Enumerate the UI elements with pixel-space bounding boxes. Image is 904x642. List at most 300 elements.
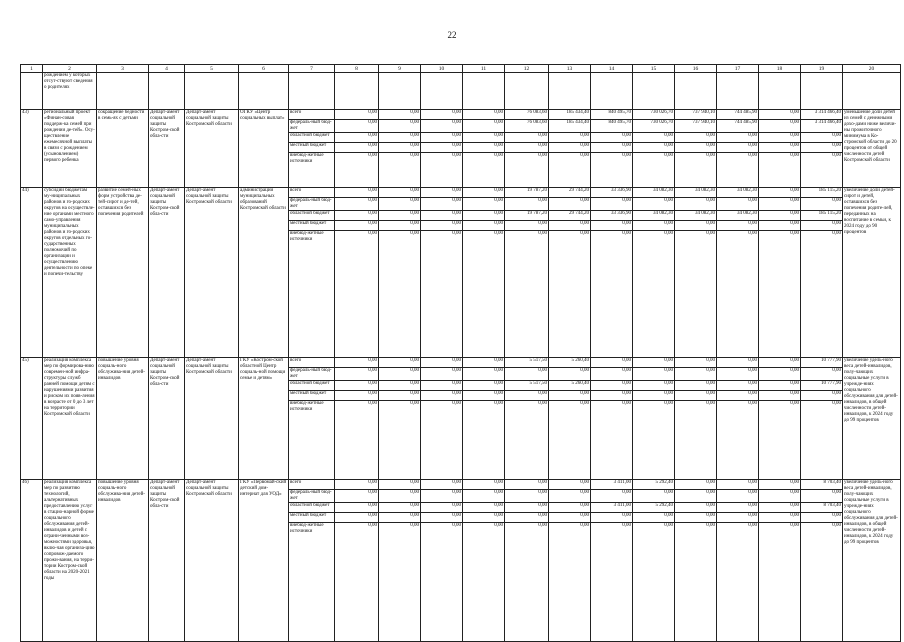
amount-cell: 0,00 bbox=[505, 490, 549, 503]
amount-cell: 0,00 bbox=[421, 381, 463, 391]
amount-cell: 185 434,40 bbox=[549, 110, 591, 120]
amount-cell: 0,00 bbox=[591, 358, 633, 368]
amount-cell: 0,00 bbox=[717, 381, 759, 391]
amount-cell: 0,00 bbox=[379, 358, 421, 368]
amount-cell: 0,00 bbox=[379, 368, 421, 381]
amount-cell: 0,00 bbox=[759, 231, 801, 358]
amount-cell: 0,00 bbox=[549, 143, 591, 153]
goal-text: повышение уровня социаль-ного обслужива-ния детей-инвалидов bbox=[97, 480, 149, 642]
amount-cell: 0,00 bbox=[463, 221, 505, 231]
amount-cell: 0,00 bbox=[717, 368, 759, 381]
executor-text: Департ-амент социальной защиты Костром-ской обла-сти bbox=[149, 110, 185, 188]
amount-cell: 0,00 bbox=[463, 513, 505, 523]
executor-text: Департ-амент социальной защиты Костром-ской обла-сти bbox=[149, 480, 185, 642]
result-text: увеличение удель-ного веса детей-инвалидов, полу-чающих социальные услуги в учрежде-ниях социального обслуживания для детей-инвалидов, в общей численности детей-инвалидов, к 2024 году до 99 процентов bbox=[843, 480, 901, 642]
amount-cell: 0,00 bbox=[421, 153, 463, 188]
amount-cell: 0,00 bbox=[549, 513, 591, 523]
amount-cell: 0,00 bbox=[505, 231, 549, 358]
amount-cell: 0,00 bbox=[549, 523, 591, 642]
funding-source: областной бюджет bbox=[289, 381, 335, 391]
amount-cell: 0,00 bbox=[717, 391, 759, 401]
amount-cell: 0,00 bbox=[463, 381, 505, 391]
amount-cell: 0,00 bbox=[591, 231, 633, 358]
amount-cell: 0,00 bbox=[675, 358, 717, 368]
amount-cell: 0,00 bbox=[801, 368, 843, 381]
executor-text: Департ-амент социальной защиты Костром-ской обла-сти bbox=[149, 358, 185, 480]
amount-cell: 0,00 bbox=[675, 153, 717, 188]
amount-cell: 0,00 bbox=[759, 358, 801, 368]
amount-cell: 33 336,90 bbox=[591, 211, 633, 221]
amount-cell: 0,00 bbox=[421, 133, 463, 143]
amount-cell: 34 082,30 bbox=[717, 211, 759, 221]
amount-cell: 0,00 bbox=[591, 401, 633, 480]
amount-cell: 0,00 bbox=[591, 153, 633, 188]
column-number-8: 8 bbox=[335, 65, 379, 73]
column-number-11: 11 bbox=[463, 65, 505, 73]
amount-cell: 0,00 bbox=[421, 523, 463, 642]
amount-cell: 0,00 bbox=[421, 188, 463, 198]
amount-cell: 0,00 bbox=[633, 153, 675, 188]
amount-cell: 0,00 bbox=[759, 480, 801, 490]
amount-cell: 0,00 bbox=[421, 513, 463, 523]
amount-cell: 737 940,10 bbox=[675, 110, 717, 120]
amount-cell: 3 411,00 bbox=[591, 503, 633, 513]
amount-cell: 185 115,20 bbox=[801, 188, 843, 198]
funding-source: федераль-ный бюд-жет bbox=[289, 368, 335, 381]
amount-cell: 5 260,40 bbox=[549, 381, 591, 391]
amount-cell: 0,00 bbox=[505, 153, 549, 188]
table-row bbox=[21, 188, 901, 198]
goal-text: развитие семей-ных форм устройства де-тей-сирот и де-тей, оставшихся без попечения родителей bbox=[97, 188, 149, 358]
amount-cell: 0,00 bbox=[675, 231, 717, 358]
result-text: уменьшение доли детей из семей с денежными дохо-дами ниже величи-ны прожиточного минимума в Ко-стромской области до 20 процентов от общей численности детей Костромской области bbox=[843, 110, 901, 188]
amount-cell: 0,00 bbox=[717, 143, 759, 153]
amount-cell: 0,00 bbox=[759, 188, 801, 198]
amount-cell: 0,00 bbox=[379, 211, 421, 221]
amount-cell: 0,00 bbox=[675, 401, 717, 480]
amount-cell: 0,00 bbox=[421, 221, 463, 231]
coexecutor-text: Департ-амент социальной защиты Костромской области bbox=[185, 188, 239, 358]
result-text: увеличение удель-ного веса детей-инвалидов, полу-чающих социальные услуги в учрежде-ниях социального обслуживания для детей-инвалидов, в общей численности детей-инвалидов, к 2024 году до 99 процентов bbox=[843, 358, 901, 480]
amount-cell: 0,00 bbox=[379, 490, 421, 503]
amount-cell: 0,00 bbox=[633, 133, 675, 143]
amount-cell: 0,00 bbox=[759, 368, 801, 381]
column-number-15: 15 bbox=[633, 65, 675, 73]
column-number-14: 14 bbox=[591, 65, 633, 73]
amount-cell: 0,00 bbox=[801, 198, 843, 211]
amount-cell: 33 336,90 bbox=[591, 188, 633, 198]
amount-cell: 744 485,90 bbox=[717, 120, 759, 133]
amount-cell: 8 703,40 bbox=[801, 480, 843, 490]
amount-cell: 5 292,40 bbox=[633, 480, 675, 490]
amount-cell: 0,00 bbox=[379, 143, 421, 153]
funding-source: внебюд-жетные источники bbox=[289, 231, 335, 358]
amount-cell: 0,00 bbox=[463, 480, 505, 490]
amount-cell: 5 517,50 bbox=[505, 358, 549, 368]
table-row bbox=[21, 480, 901, 490]
column-number-13: 13 bbox=[549, 65, 591, 73]
amount-cell: 0,00 bbox=[421, 401, 463, 480]
amount-cell: 0,00 bbox=[801, 133, 843, 143]
amount-cell: 0,00 bbox=[379, 198, 421, 211]
amount-cell: 0,00 bbox=[675, 503, 717, 513]
amount-cell: 0,00 bbox=[421, 110, 463, 120]
amount-cell: 0,00 bbox=[421, 231, 463, 358]
amount-cell: 0,00 bbox=[717, 480, 759, 490]
amount-cell: 0,00 bbox=[801, 153, 843, 188]
amount-cell: 0,00 bbox=[505, 503, 549, 513]
amount-cell: 0,00 bbox=[759, 153, 801, 188]
column-number-5: 5 bbox=[185, 65, 239, 73]
program-table bbox=[20, 64, 901, 642]
amount-cell: 0,00 bbox=[421, 358, 463, 368]
funding-source: внебюд-жетные источники bbox=[289, 401, 335, 480]
amount-cell: 0,00 bbox=[675, 368, 717, 381]
amount-cell: 0,00 bbox=[335, 513, 379, 523]
amount-cell: 0,00 bbox=[379, 133, 421, 143]
amount-cell: 0,00 bbox=[633, 198, 675, 211]
amount-cell: 8 703,40 bbox=[801, 503, 843, 513]
amount-cell: 0,00 bbox=[633, 490, 675, 503]
amount-cell: 0,00 bbox=[759, 503, 801, 513]
amount-cell: 0,00 bbox=[591, 368, 633, 381]
event-name: региональный проект «Финан-совая поддерж-ка семей при рождении де-тей». Осу-ществление ежемесячной выплаты в связи с рождением (усыновлением) первого ребенка bbox=[43, 110, 97, 188]
amount-cell: 0,00 bbox=[717, 490, 759, 503]
funding-source: местный бюджет bbox=[289, 513, 335, 523]
amount-cell: 0,00 bbox=[759, 221, 801, 231]
amount-cell: 0,00 bbox=[335, 523, 379, 642]
amount-cell: 10 777,90 bbox=[801, 381, 843, 391]
funding-source: внебюд-жетные источники bbox=[289, 523, 335, 642]
amount-cell: 0,00 bbox=[463, 143, 505, 153]
funding-source: федераль-ный бюд-жет bbox=[289, 120, 335, 133]
amount-cell: 0,00 bbox=[505, 198, 549, 211]
amount-cell: 0,00 bbox=[463, 368, 505, 381]
amount-cell: 0,00 bbox=[421, 480, 463, 490]
amount-cell: 0,00 bbox=[633, 513, 675, 523]
column-number-19: 19 bbox=[801, 65, 843, 73]
row-index: 44) bbox=[21, 188, 43, 358]
funding-source: всего bbox=[289, 188, 335, 198]
amount-cell: 0,00 bbox=[633, 368, 675, 381]
amount-cell: 0,00 bbox=[717, 133, 759, 143]
amount-cell: 0,00 bbox=[335, 503, 379, 513]
amount-cell: 34 082,30 bbox=[633, 211, 675, 221]
funding-source: федераль-ный бюд-жет bbox=[289, 490, 335, 503]
amount-cell: 0,00 bbox=[335, 221, 379, 231]
amount-cell: 76 083,60 bbox=[505, 110, 549, 120]
column-number-20: 20 bbox=[843, 65, 901, 73]
amount-cell: 0,00 bbox=[335, 110, 379, 120]
amount-cell: 0,00 bbox=[463, 198, 505, 211]
amount-cell: 0,00 bbox=[801, 523, 843, 642]
amount-cell: 0,00 bbox=[591, 221, 633, 231]
amount-cell: 0,00 bbox=[633, 381, 675, 391]
funding-source: всего bbox=[289, 110, 335, 120]
participant-text: администрации муниципальных образований Костромской области bbox=[239, 188, 289, 358]
table-row bbox=[21, 358, 901, 368]
amount-cell: 0,00 bbox=[801, 231, 843, 358]
continuation-row bbox=[21, 73, 901, 110]
continuation-text: рождением у которых отсут-ствуют сведения о родителях bbox=[43, 73, 97, 110]
amount-cell: 0,00 bbox=[801, 221, 843, 231]
amount-cell: 0,00 bbox=[379, 110, 421, 120]
amount-cell: 34 082,30 bbox=[717, 188, 759, 198]
amount-cell: 0,00 bbox=[505, 221, 549, 231]
amount-cell: 0,00 bbox=[335, 480, 379, 490]
amount-cell: 0,00 bbox=[759, 523, 801, 642]
amount-cell: 0,00 bbox=[463, 120, 505, 133]
amount-cell: 0,00 bbox=[379, 523, 421, 642]
amount-cell: 0,00 bbox=[463, 188, 505, 198]
amount-cell: 0,00 bbox=[717, 401, 759, 480]
amount-cell: 0,00 bbox=[421, 198, 463, 211]
amount-cell: 0,00 bbox=[717, 231, 759, 358]
amount-cell: 0,00 bbox=[463, 211, 505, 221]
amount-cell: 3 314 466,40 bbox=[801, 110, 843, 120]
amount-cell: 0,00 bbox=[633, 231, 675, 358]
amount-cell: 0,00 bbox=[379, 188, 421, 198]
amount-cell: 0,00 bbox=[421, 211, 463, 221]
amount-cell: 0,00 bbox=[591, 513, 633, 523]
amount-cell: 0,00 bbox=[335, 401, 379, 480]
amount-cell: 0,00 bbox=[335, 368, 379, 381]
amount-cell: 0,00 bbox=[675, 198, 717, 211]
amount-cell: 0,00 bbox=[505, 133, 549, 143]
amount-cell: 0,00 bbox=[549, 221, 591, 231]
amount-cell: 0,00 bbox=[759, 401, 801, 480]
amount-cell: 0,00 bbox=[801, 391, 843, 401]
amount-cell: 0,00 bbox=[549, 480, 591, 490]
column-number-10: 10 bbox=[421, 65, 463, 73]
amount-cell: 0,00 bbox=[335, 490, 379, 503]
amount-cell: 0,00 bbox=[549, 503, 591, 513]
amount-cell: 0,00 bbox=[675, 523, 717, 642]
amount-cell: 0,00 bbox=[633, 523, 675, 642]
amount-cell: 0,00 bbox=[759, 391, 801, 401]
amount-cell: 0,00 bbox=[717, 523, 759, 642]
amount-cell: 0,00 bbox=[801, 143, 843, 153]
amount-cell: 0,00 bbox=[463, 401, 505, 480]
amount-cell: 0,00 bbox=[675, 513, 717, 523]
amount-cell: 0,00 bbox=[591, 490, 633, 503]
amount-cell: 0,00 bbox=[505, 480, 549, 490]
row-index: 45) bbox=[21, 358, 43, 480]
amount-cell: 0,00 bbox=[335, 153, 379, 188]
amount-cell: 0,00 bbox=[335, 358, 379, 368]
funding-source: областной бюджет bbox=[289, 133, 335, 143]
amount-cell: 0,00 bbox=[633, 358, 675, 368]
amount-cell: 29 744,20 bbox=[549, 188, 591, 198]
amount-cell: 0,00 bbox=[421, 143, 463, 153]
amount-cell: 0,00 bbox=[759, 490, 801, 503]
amount-cell: 0,00 bbox=[421, 503, 463, 513]
amount-cell: 3 411,00 bbox=[591, 480, 633, 490]
amount-cell: 185 115,20 bbox=[801, 211, 843, 221]
amount-cell: 0,00 bbox=[335, 231, 379, 358]
amount-cell: 0,00 bbox=[675, 381, 717, 391]
amount-cell: 0,00 bbox=[379, 480, 421, 490]
table-row bbox=[21, 110, 901, 120]
event-name: реализация комплекса мер по развитию технологий, альтернативных предоставлению услуг в стацио-нарной форме социального обслуживания детей-инвалидов и детей с ограни-ченными воз-можностями здоровья, вклю-чая организа-цию сопровож-даемого прожи-вания, на терри-тории Костром-ской области на 2020-2021 годы bbox=[43, 480, 97, 642]
amount-cell: 29 744,20 bbox=[549, 211, 591, 221]
result-text: увеличение доли детей-сирот и детей, оставшихся без попечения родите-лей, переданных на воспитание в семьи, к 2024 году до 90 процентов bbox=[843, 188, 901, 358]
amount-cell: 0,00 bbox=[463, 110, 505, 120]
amount-cell: 0,00 bbox=[421, 490, 463, 503]
amount-cell: 0,00 bbox=[591, 198, 633, 211]
amount-cell: 0,00 bbox=[591, 381, 633, 391]
column-number-2: 2 bbox=[43, 65, 97, 73]
amount-cell: 0,00 bbox=[463, 490, 505, 503]
amount-cell: 19 787,20 bbox=[505, 188, 549, 198]
funding-source: федераль-ный бюд-жет bbox=[289, 198, 335, 211]
event-name: субсидии бюджетам му-ниципальных районов и го-родских округов на осуществле-ние органами местного само-управления муниципальных районов и го-родских округов отдельных го-сударственных полномочий по организации и осуществлению деятельности по опеке и попечи-тельству bbox=[43, 188, 97, 358]
column-number-9: 9 bbox=[379, 65, 421, 73]
amount-cell: 0,00 bbox=[717, 198, 759, 211]
amount-cell: 840 495,70 bbox=[591, 110, 633, 120]
amount-cell: 0,00 bbox=[379, 120, 421, 133]
amount-cell: 0,00 bbox=[549, 198, 591, 211]
amount-cell: 0,00 bbox=[379, 231, 421, 358]
funding-source: областной бюджет bbox=[289, 211, 335, 221]
amount-cell: 0,00 bbox=[379, 153, 421, 188]
amount-cell: 0,00 bbox=[717, 221, 759, 231]
amount-cell: 0,00 bbox=[549, 391, 591, 401]
amount-cell: 0,00 bbox=[463, 358, 505, 368]
amount-cell: 0,00 bbox=[591, 391, 633, 401]
event-name: реализация комплекса мер по формирова-нию современ-ной инфра-структуры служб ранней помощи детям с нарушениями развития и риском их появ-ления в возрасте от 0 до 3 лет на территории Костромской области bbox=[43, 358, 97, 480]
amount-cell: 0,00 bbox=[335, 143, 379, 153]
amount-cell: 730 026,70 bbox=[633, 120, 675, 133]
amount-cell: 0,00 bbox=[335, 133, 379, 143]
amount-cell: 0,00 bbox=[759, 110, 801, 120]
row-index: 43) bbox=[21, 110, 43, 188]
amount-cell: 0,00 bbox=[675, 221, 717, 231]
amount-cell: 0,00 bbox=[591, 133, 633, 143]
amount-cell: 0,00 bbox=[379, 513, 421, 523]
amount-cell: 0,00 bbox=[759, 120, 801, 133]
amount-cell: 0,00 bbox=[379, 391, 421, 401]
amount-cell: 0,00 bbox=[379, 401, 421, 480]
amount-cell: 0,00 bbox=[759, 143, 801, 153]
funding-source: всего bbox=[289, 480, 335, 490]
funding-source: всего bbox=[289, 358, 335, 368]
amount-cell: 0,00 bbox=[591, 523, 633, 642]
amount-cell: 185 434,40 bbox=[549, 120, 591, 133]
amount-cell: 0,00 bbox=[675, 490, 717, 503]
amount-cell: 5 292,40 bbox=[633, 503, 675, 513]
amount-cell: 0,00 bbox=[675, 391, 717, 401]
amount-cell: 0,00 bbox=[717, 358, 759, 368]
amount-cell: 0,00 bbox=[549, 401, 591, 480]
amount-cell: 0,00 bbox=[335, 198, 379, 211]
coexecutor-text: Департ-амент социальной защиты Костромской области bbox=[185, 110, 239, 188]
amount-cell: 0,00 bbox=[421, 368, 463, 381]
amount-cell: 0,00 bbox=[717, 153, 759, 188]
amount-cell: 0,00 bbox=[463, 391, 505, 401]
amount-cell: 0,00 bbox=[717, 503, 759, 513]
amount-cell: 0,00 bbox=[675, 133, 717, 143]
amount-cell: 0,00 bbox=[505, 513, 549, 523]
amount-cell: 0,00 bbox=[801, 401, 843, 480]
amount-cell: 19 787,20 bbox=[505, 211, 549, 221]
amount-cell: 0,00 bbox=[463, 133, 505, 143]
amount-cell: 0,00 bbox=[759, 513, 801, 523]
amount-cell: 34 082,30 bbox=[675, 211, 717, 221]
amount-cell: 0,00 bbox=[505, 143, 549, 153]
row-index: 46) bbox=[21, 480, 43, 642]
column-number-row bbox=[21, 65, 901, 73]
amount-cell: 0,00 bbox=[463, 153, 505, 188]
funding-source: внебюд-жетные источники bbox=[289, 153, 335, 188]
amount-cell: 10 777,90 bbox=[801, 358, 843, 368]
funding-source: местный бюджет bbox=[289, 143, 335, 153]
amount-cell: 0,00 bbox=[633, 221, 675, 231]
amount-cell: 0,00 bbox=[505, 391, 549, 401]
amount-cell: 0,00 bbox=[505, 401, 549, 480]
amount-cell: 5 517,50 bbox=[505, 381, 549, 391]
amount-cell: 0,00 bbox=[335, 211, 379, 221]
goal-text: повышение уровня социаль-ного обслужива-ния детей-инвалидов bbox=[97, 358, 149, 480]
amount-cell: 0,00 bbox=[759, 133, 801, 143]
amount-cell: 730 026,70 bbox=[633, 110, 675, 120]
amount-cell: 0,00 bbox=[633, 143, 675, 153]
amount-cell: 76 083,60 bbox=[505, 120, 549, 133]
amount-cell: 0,00 bbox=[335, 381, 379, 391]
amount-cell: 0,00 bbox=[463, 523, 505, 642]
page-number: 22 bbox=[447, 30, 457, 40]
amount-cell: 0,00 bbox=[379, 503, 421, 513]
column-number-18: 18 bbox=[759, 65, 801, 73]
column-number-4: 4 bbox=[149, 65, 185, 73]
funding-source: местный бюджет bbox=[289, 221, 335, 231]
participant-text: ГКУ «Костром-ской областной Центр социаль-ной помощи семье и детям» bbox=[239, 358, 289, 480]
funding-source: местный бюджет bbox=[289, 391, 335, 401]
amount-cell: 0,00 bbox=[379, 381, 421, 391]
amount-cell: 840 495,70 bbox=[591, 120, 633, 133]
amount-cell: 0,00 bbox=[759, 198, 801, 211]
amount-cell: 0,00 bbox=[505, 523, 549, 642]
amount-cell: 0,00 bbox=[505, 368, 549, 381]
amount-cell: 0,00 bbox=[549, 368, 591, 381]
amount-cell: 0,00 bbox=[759, 211, 801, 221]
amount-cell: 0,00 bbox=[759, 381, 801, 391]
column-number-6: 6 bbox=[239, 65, 289, 73]
coexecutor-text: Департ-амент социальной защиты Костромской области bbox=[185, 358, 239, 480]
amount-cell: 0,00 bbox=[591, 143, 633, 153]
funding-source: областной бюджет bbox=[289, 503, 335, 513]
column-number-17: 17 bbox=[717, 65, 759, 73]
amount-cell: 0,00 bbox=[675, 143, 717, 153]
amount-cell: 0,00 bbox=[335, 120, 379, 133]
amount-cell: 34 082,30 bbox=[675, 188, 717, 198]
amount-cell: 0,00 bbox=[675, 480, 717, 490]
amount-cell: 737 940,10 bbox=[675, 120, 717, 133]
column-number-1: 1 bbox=[21, 65, 43, 73]
amount-cell: 0,00 bbox=[549, 490, 591, 503]
amount-cell: 0,00 bbox=[421, 120, 463, 133]
amount-cell: 0,00 bbox=[335, 391, 379, 401]
amount-cell: 0,00 bbox=[801, 513, 843, 523]
amount-cell: 0,00 bbox=[379, 221, 421, 231]
amount-cell: 0,00 bbox=[717, 513, 759, 523]
participant-text: ОГКУ «Центр социальных выплат» bbox=[239, 110, 289, 188]
amount-cell: 0,00 bbox=[463, 231, 505, 358]
column-number-7: 7 bbox=[289, 65, 335, 73]
amount-cell: 744 485,90 bbox=[717, 110, 759, 120]
executor-text: Департ-амент социальной защиты Костром-ской обла-сти bbox=[149, 188, 185, 358]
amount-cell: 0,00 bbox=[463, 503, 505, 513]
